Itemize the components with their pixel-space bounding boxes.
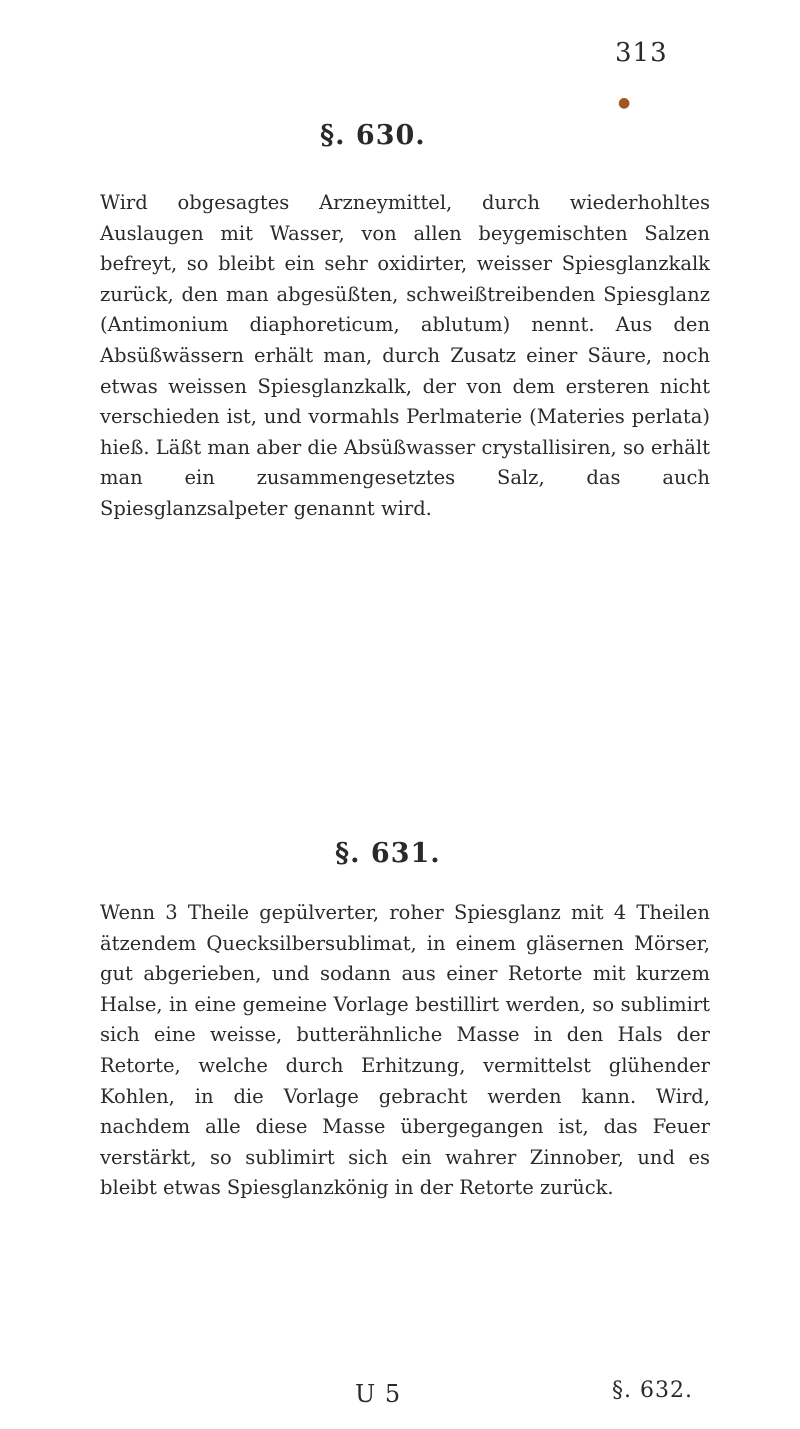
signature-mark: U 5 [355,1380,402,1408]
catchword: §. 632. [612,1378,693,1403]
page-number: 313 [615,38,668,68]
section-text-631: Wenn 3 Theile gepülverter, roher Spiesglanz mit 4 Theilen ätzendem Quecksilbersublimat, in einem gläsernen Mörser, gut abgerieben, und sodann aus einer Retorte mit kurzem Halse, in eine gemeine Vorlage bestillirt werden, so sublimirt sich eine weisse, butterähnliche Masse in den Hals der Retorte, welche durch Erhitzung, vermittelst glühender Kohlen, in die Vorlage gebracht werden kann. Wird, nachdem alle diese Masse übergegangen ist, das Feuer verstärkt, so sublimirt sich ein wahrer Zinnober, und es bleibt etwas Spiesglanzkönig in der Retorte zurück. [100,901,710,1200]
section-heading-630: §. 630. [320,120,426,151]
ink-spot-icon: ● [618,95,631,111]
section-heading-631: §. 631. [335,838,441,869]
section-text-630: Wird obgesagtes Arzneymittel, durch wiederhohltes Auslaugen mit Wasser, von allen beygemischten Salzen befreyt, so bleibt ein sehr oxidirter, weisser Spiesglanzkalk zurück, den man abgesüßten, schweißtreibenden Spiesglanz (Antimonium diaphoreticum, ablutum) nennt. Aus den Absüßwässern erhält man, durch Zusatz einer Säure, noch etwas weissen Spiesglanzkalk, der von dem ersteren nicht verschieden ist, und vormahls Perlmaterie (Materies perlata) hieß. Läßt man aber die Absüßwasser crystallisiren, so erhält man ein zusammengesetztes Salz, das auch Spiesglanzsalpeter genannt wird. [100,191,711,520]
